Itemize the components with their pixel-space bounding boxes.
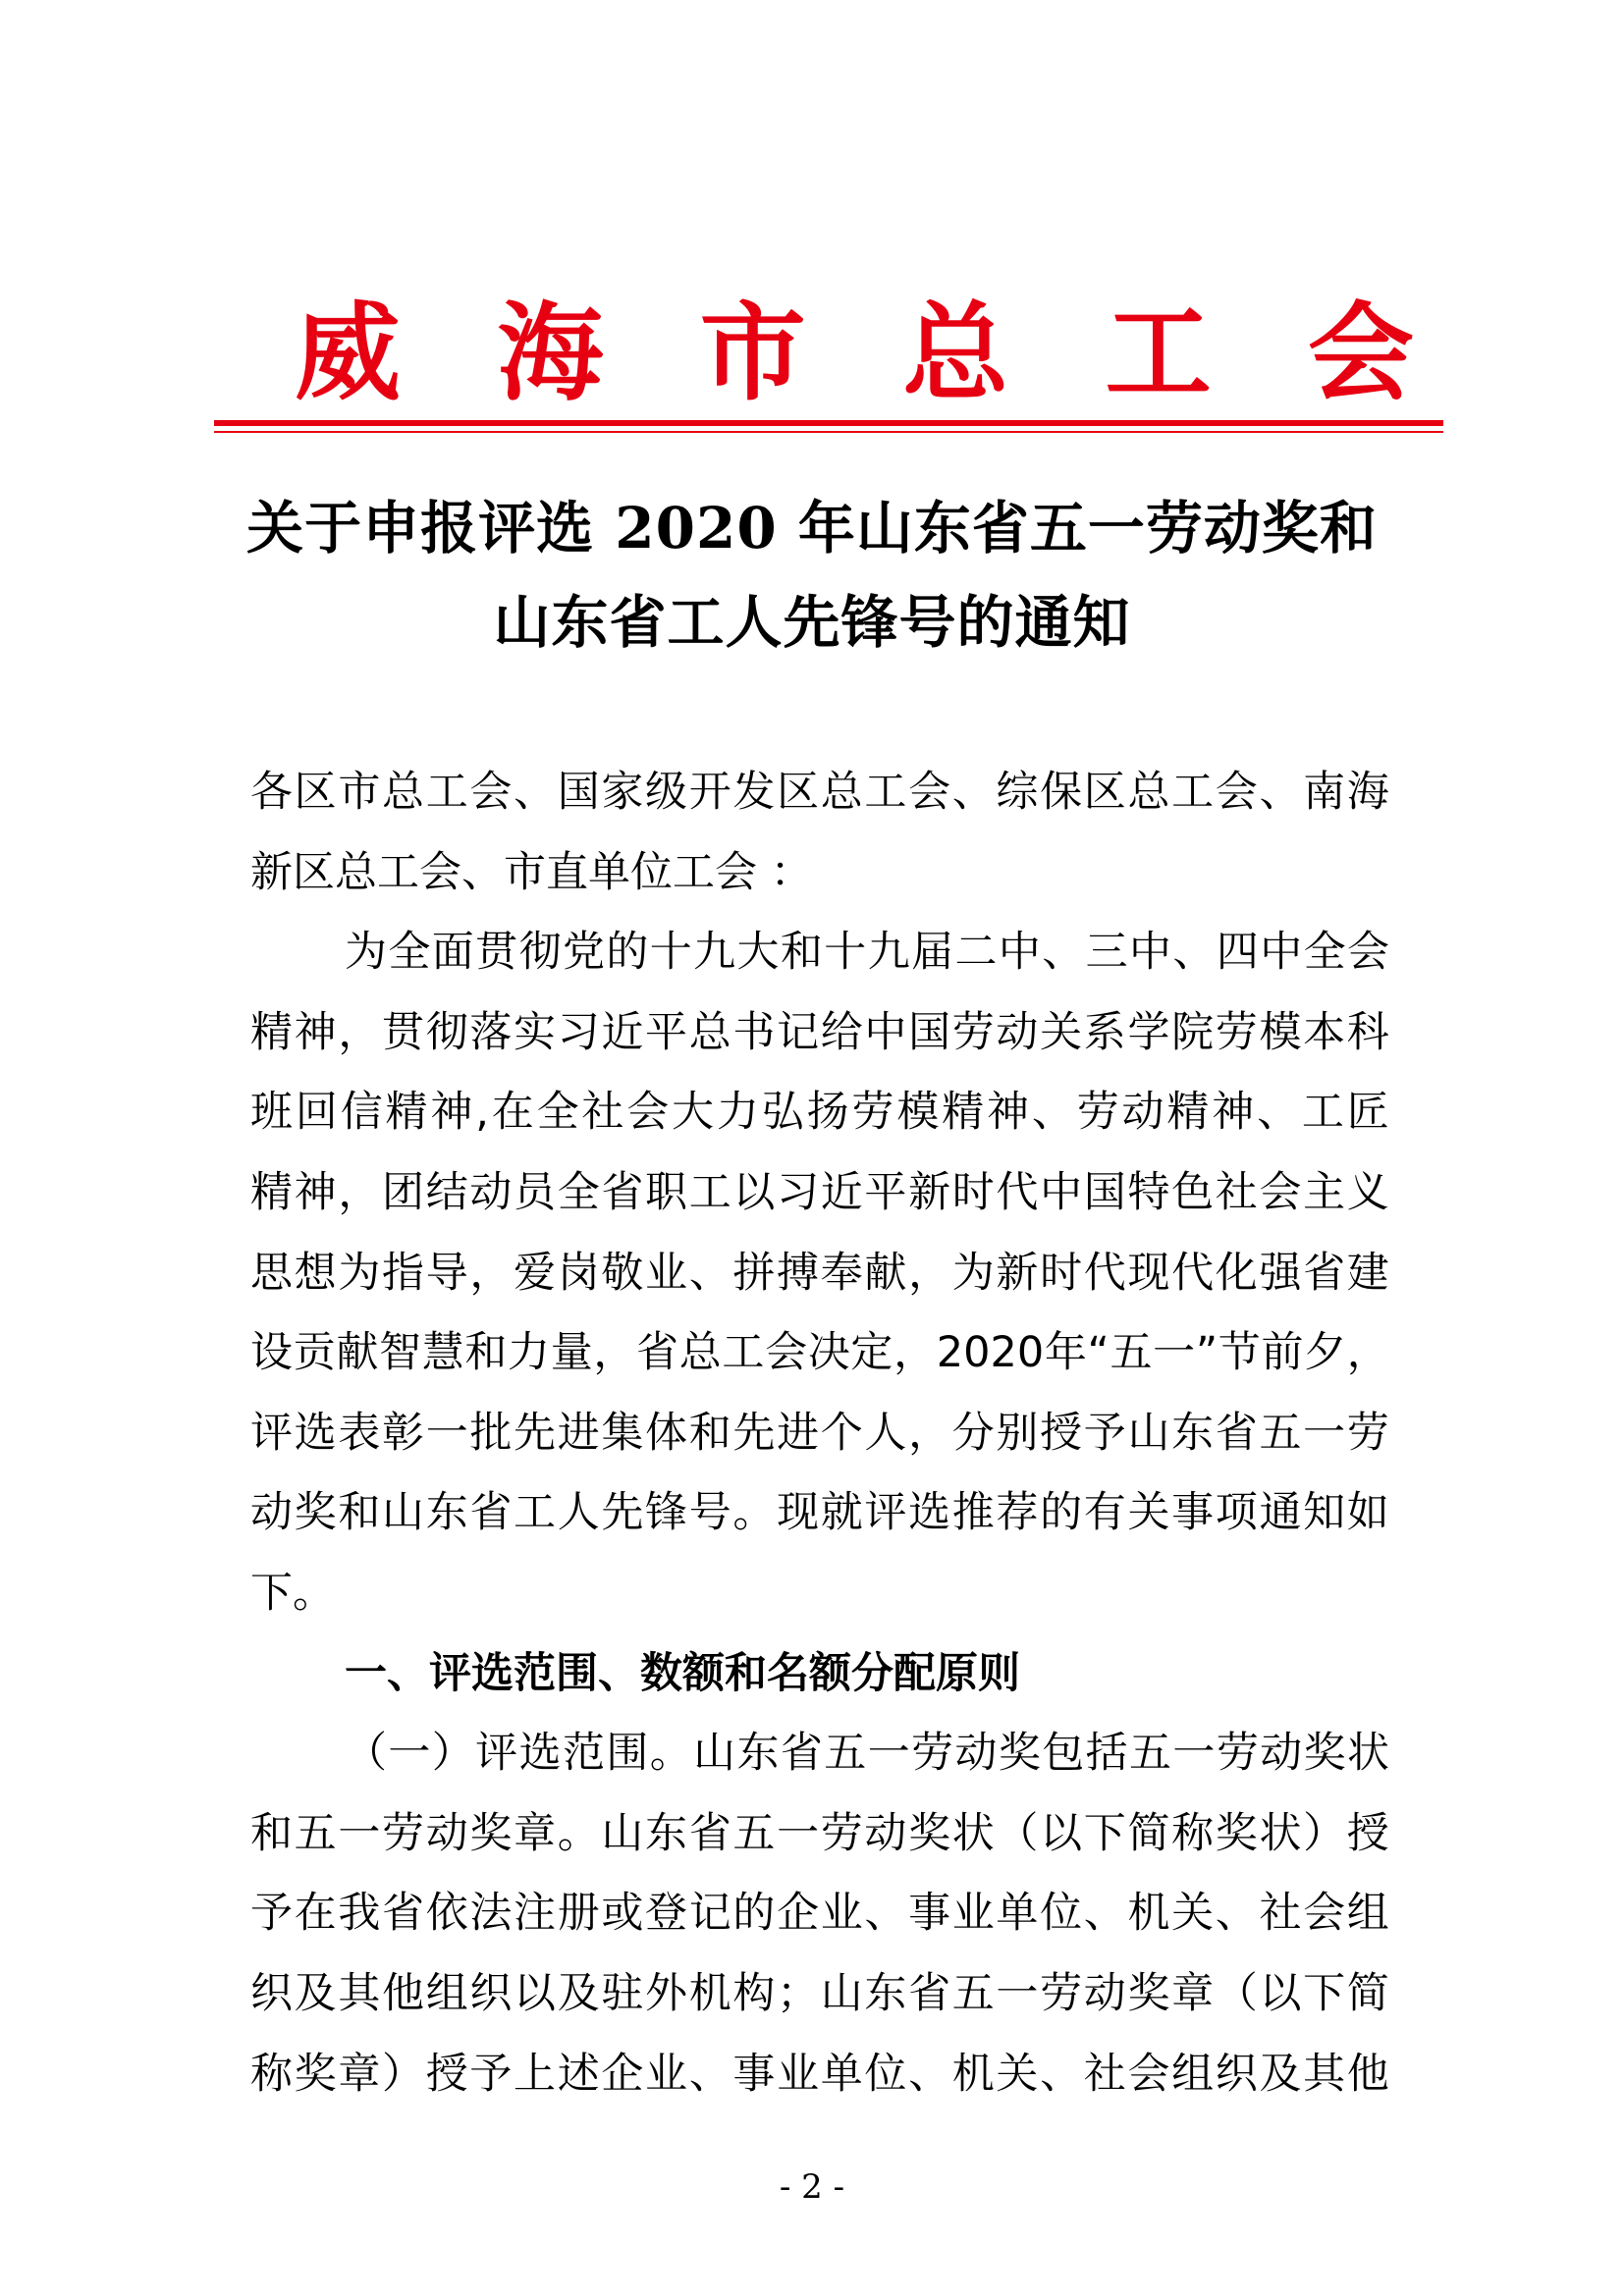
masthead-char: 总 (902, 292, 1009, 415)
document-title-line-2: 山东省工人先锋号的通知 (493, 589, 1131, 656)
body-line: 评 选 表 彰 一 批 先 进 集 体 和 先 进 个 人 ， 分 别 授 予 山 东 省 五 一 劳 (250, 1408, 1389, 1458)
masthead-char: 海 (497, 292, 604, 415)
masthead-rule-thin (214, 431, 1443, 433)
body-line: 和 五 一 劳 动 奖 章 。 山 东 省 五 一 劳 动 奖 状 （ 以 下 简 称 奖 状 ） 授 (250, 1808, 1389, 1858)
document-body (250, 753, 1389, 2114)
document-title-line-1: 关于申报评选 2020 年山东省五一劳动奖和 (246, 495, 1378, 561)
body-line: 下。 (250, 1568, 335, 1618)
masthead-char: 威 (295, 292, 402, 415)
body-line: 为 全 面 贯 彻 党 的 十 九 大 和 十 九 届 二 中 、 三 中 、 四 中 全 会 (345, 928, 1389, 978)
document-title (157, 481, 1467, 669)
body-line: 思 想 为 指 导 ， 爱 岗 敬 业 、 拼 搏 奉 献 ， 为 新 时 代 现 代 化 强 省 建 (250, 1248, 1389, 1298)
body-line: 设 贡 献 智 慧 和 力 量 ， 省 总 工 会 决 定 ， 2020 年 “ 五 一 ” 节 前 夕 ， (250, 1328, 1389, 1378)
masthead-char: 会 (1307, 292, 1414, 415)
body-line: 各 区 市 总 工 会 、 国 家 级 开 发 区 总 工 会 、 综 保 区 总 工 会 、 南 海 (250, 768, 1389, 817)
body-line: 精 神 ， 团 结 动 员 全 省 职 工 以 习 近 平 新 时 代 中 国 特 色 社 会 主 义 (250, 1167, 1389, 1217)
masthead-rule-thick (214, 420, 1443, 426)
masthead-char: 工 (1105, 292, 1212, 415)
body-line: 称 奖 章 ） 授 予 上 述 企 业 、 事 业 单 位 、 机 关 、 社 会 组 织 及 其 他 (250, 2049, 1389, 2099)
page-number: - 2 - (779, 2167, 845, 2207)
body-line: （ 一 ） 评 选 范 围 。 山 东 省 五 一 劳 动 奖 包 括 五 一 劳 动 奖 状 (345, 1729, 1389, 1779)
masthead (295, 292, 1414, 415)
body-line: 予 在 我 省 依 法 注 册 或 登 记 的 企 业 、 事 业 单 位 、 机 关 、 社 会 组 (250, 1889, 1389, 1939)
section-heading: 一、评选范围、数额和名额分配原则 (345, 1648, 1020, 1698)
body-line: 织 及 其 他 组 织 以 及 驻 外 机 构 ； 山 东 省 五 一 劳 动 奖 章 （ 以 下 简 (250, 1968, 1389, 2018)
body-line: 精 神 ， 贯 彻 落 实 习 近 平 总 书 记 给 中 国 劳 动 关 系 学 院 劳 模 本 科 (250, 1007, 1389, 1057)
masthead-char: 市 (699, 292, 806, 415)
body-line: 新区总工会、市直单位工会 ： (250, 847, 813, 897)
body-line: 班 回 信 精 神 , 在 全 社 会 大 力 弘 扬 劳 模 精 神 、 劳 动 精 神 、 工 匠 (250, 1088, 1389, 1138)
body-line: 动 奖 和 山 东 省 工 人 先 锋 号 。 现 就 评 选 推 荐 的 有 关 事 项 通 知 如 (250, 1488, 1389, 1538)
